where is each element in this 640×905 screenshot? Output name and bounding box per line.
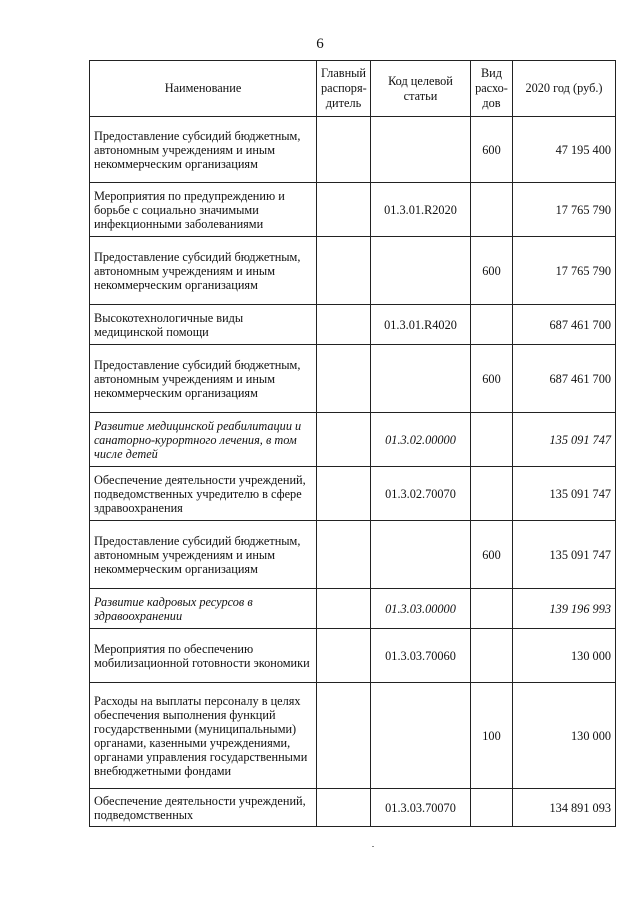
row-target-code — [371, 521, 471, 589]
row-expense-type — [471, 305, 513, 345]
row-name: Мероприятия по предупреждению и борьбе с социально значимыми инфекционными заболеваниями — [90, 183, 317, 237]
row-admin — [317, 789, 371, 827]
row-amount: 135 091 747 — [513, 521, 616, 589]
row-admin — [317, 413, 371, 467]
row-name: Развитие медицинской реабилитации и санаторно-курортного лечения, в том числе детей — [90, 413, 317, 467]
table-row — [90, 789, 616, 827]
row-expense-type: 100 — [471, 683, 513, 789]
row-expense-type — [471, 413, 513, 467]
table-row — [90, 467, 616, 521]
row-expense-type — [471, 589, 513, 629]
row-amount: 17 765 790 — [513, 237, 616, 305]
header-admin: Главный распоря-дитель — [317, 61, 371, 117]
row-expense-type — [471, 629, 513, 683]
row-admin — [317, 629, 371, 683]
row-target-code: 01.3.03.70060 — [371, 629, 471, 683]
row-expense-type: 600 — [471, 237, 513, 305]
row-admin — [317, 117, 371, 183]
row-name: Обеспечение деятельности учреждений, подведомственных учредителю в сфере здравоохранения — [90, 467, 317, 521]
row-name: Обеспечение деятельности учреждений, подведомственных — [90, 789, 317, 827]
table-row — [90, 589, 616, 629]
row-admin — [317, 237, 371, 305]
table-row — [90, 117, 616, 183]
row-amount: 130 000 — [513, 629, 616, 683]
table-row — [90, 183, 616, 237]
row-amount: 687 461 700 — [513, 345, 616, 413]
row-expense-type — [471, 789, 513, 827]
row-admin — [317, 521, 371, 589]
table-row — [90, 521, 616, 589]
row-name: Развитие кадровых ресурсов в здравоохранении — [90, 589, 317, 629]
row-target-code: 01.3.01.R2020 — [371, 183, 471, 237]
table-row — [90, 413, 616, 467]
row-amount: 687 461 700 — [513, 305, 616, 345]
row-name: Высокотехнологичные виды медицинской помощи — [90, 305, 317, 345]
row-expense-type: 600 — [471, 521, 513, 589]
row-admin — [317, 345, 371, 413]
table-row — [90, 345, 616, 413]
row-target-code: 01.3.03.00000 — [371, 589, 471, 629]
row-amount: 139 196 993 — [513, 589, 616, 629]
row-amount: 130 000 — [513, 683, 616, 789]
header-expense-type: Вид расхо-дов — [471, 61, 513, 117]
row-target-code — [371, 117, 471, 183]
row-name: Предоставление субсидий бюджетным, автономным учреждениям и иным некоммерческим организациям — [90, 521, 317, 589]
budget-table — [89, 60, 616, 827]
table-row — [90, 683, 616, 789]
row-admin — [317, 467, 371, 521]
row-target-code: 01.3.02.70070 — [371, 467, 471, 521]
row-amount: 47 195 400 — [513, 117, 616, 183]
row-amount: 17 765 790 — [513, 183, 616, 237]
row-expense-type: 600 — [471, 117, 513, 183]
table-row — [90, 305, 616, 345]
table-body — [90, 117, 616, 827]
row-admin — [317, 589, 371, 629]
row-target-code — [371, 345, 471, 413]
header-name: Наименование — [90, 61, 317, 117]
table-row — [90, 237, 616, 305]
row-name: Мероприятия по обеспечению мобилизационной готовности экономики — [90, 629, 317, 683]
row-target-code: 01.3.03.70070 — [371, 789, 471, 827]
row-target-code — [371, 683, 471, 789]
row-amount: 135 091 747 — [513, 413, 616, 467]
row-name: Предоставление субсидий бюджетным, автономным учреждениям и иным некоммерческим организациям — [90, 345, 317, 413]
row-admin — [317, 683, 371, 789]
row-expense-type — [471, 467, 513, 521]
row-amount: 135 091 747 — [513, 467, 616, 521]
table-header-row — [90, 61, 616, 117]
header-amount: 2020 год (руб.) — [513, 61, 616, 117]
scan-mark — [372, 846, 374, 847]
row-target-code: 01.3.01.R4020 — [371, 305, 471, 345]
page-number: 6 — [316, 36, 324, 52]
row-target-code: 01.3.02.00000 — [371, 413, 471, 467]
row-expense-type — [471, 183, 513, 237]
row-target-code — [371, 237, 471, 305]
row-amount: 134 891 093 — [513, 789, 616, 827]
row-expense-type: 600 — [471, 345, 513, 413]
header-target-code: Код целевой статьи — [371, 61, 471, 117]
row-admin — [317, 183, 371, 237]
table-row — [90, 629, 616, 683]
row-name: Предоставление субсидий бюджетным, автономным учреждениям и иным некоммерческим организациям — [90, 117, 317, 183]
row-admin — [317, 305, 371, 345]
row-name: Предоставление субсидий бюджетным, автономным учреждениям и иным некоммерческим организациям — [90, 237, 317, 305]
row-name: Расходы на выплаты персоналу в целях обеспечения выполнения функций государственными (муниципальными) органами, казенными учреждениями, органами управления государственными внебюджетными фондами — [90, 683, 317, 789]
